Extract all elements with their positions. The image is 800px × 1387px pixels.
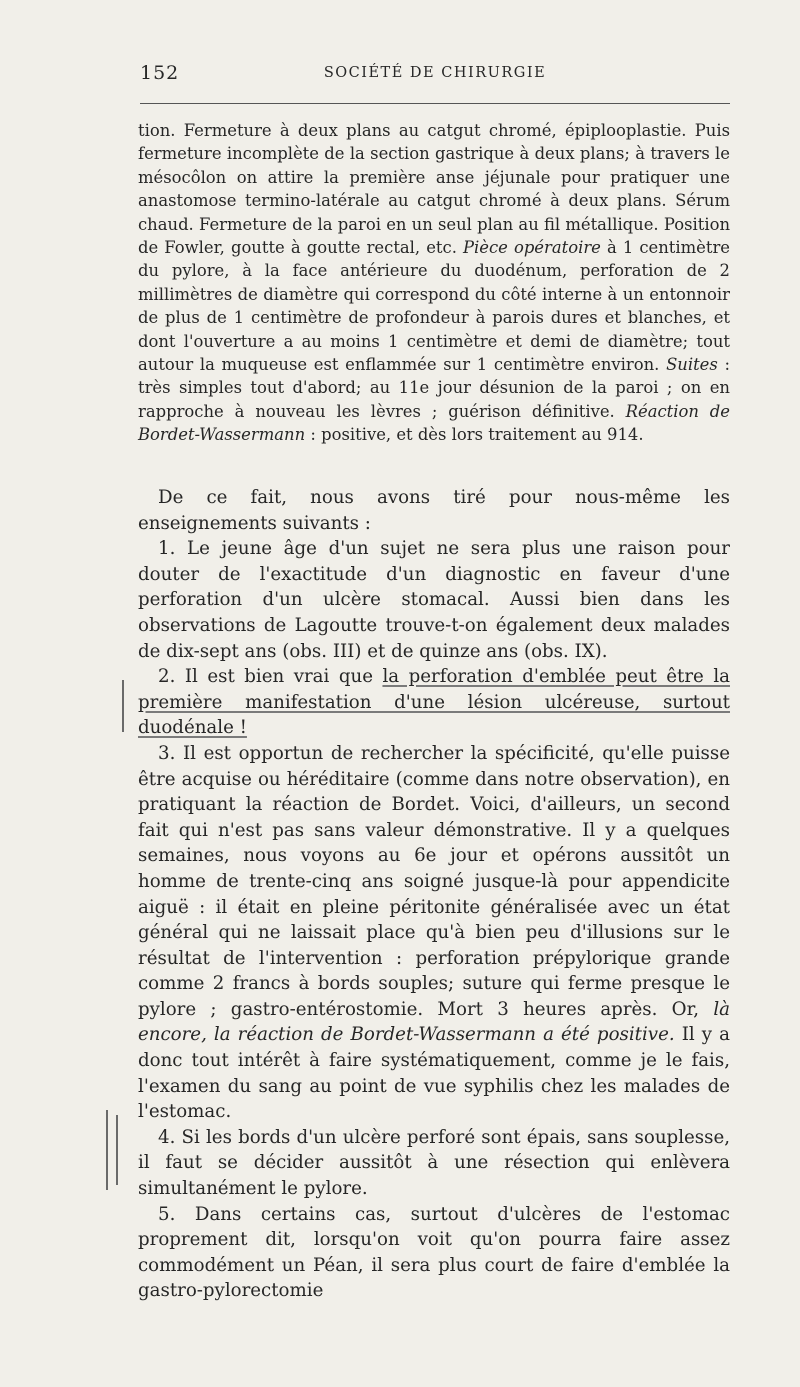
observation-text-3: : très simples tout d'abord; au 11e jour désunion de la paroi ; on en rapproche à nouveau les lèvres ; guérison définitive.	[138, 355, 730, 421]
point-1: 1. Le jeune âge d'un sujet ne sera plus une raison pour douter de l'exactitude d'un diagnostic en faveur d'une perforation d'un ulcère stomacal. Aussi bien dans les observations de Lagoutte trouve-t-on également deux malades de dix-sept ans (obs. III) et de quinze ans (obs. IX).	[138, 538, 730, 662]
point-2-start: 2. Il est bien vrai que	[158, 666, 383, 688]
conclusions-section	[138, 485, 730, 1304]
reaction-label: Réaction de Bordet-Wassermann	[138, 401, 731, 445]
point-3	[138, 741, 730, 1125]
point-3-text-1: 3. Il est opportun de rechercher la spécificité, qu'elle puisse être acquise ou héréditaire (comme dans notre observation), en pratiquant la réaction de Bordet. Voici, d'ailleurs, un second fait qui n'est pas sans valeur démonstrative. Il y a quelques semaines, nous voyons au 6e jour et opérons aussitôt un homme de trente-cinq ans soigné jusque-là pour appendicite aiguë : il était en pleine péritonite généralisée avec un état général qui ne laissait place qu'à bien peu d'illusions sur le résultat de l'intervention : perforation prépylorique grande comme 2 francs à bords souples; suture qui ferme presque le pylore ; gastro-entérostomie. Mort 3 heures après. Or,	[138, 742, 730, 1020]
observation-text-2: à 1 centimètre du pylore, à la face antérieure du duodénum, perforation de 2 millimètres de diamètre qui correspond du côté interne à un entonnoir de plus de 1 centimètre de profondeur à parois dures et blanches, et dont l'ouverture a au moins 1 centimètre et demi de diamètre; tout autour la muqueuse est enflammée sur 1 centimètre environ.	[138, 238, 730, 375]
running-title: SOCIÉTÉ DE CHIRURGIE	[323, 65, 547, 81]
header-rule	[140, 103, 730, 104]
intro-paragraph: De ce fait, nous avons tiré pour nous-même les enseignements suivants :	[138, 487, 730, 534]
suites-label: Suites	[666, 355, 718, 375]
point-2	[138, 664, 730, 741]
observation-text-1: tion. Fermeture à deux plans au catgut chromé, épiplooplastie. Puis fermeture incomplète de la section gastrique à deux plans; à travers le mésocôlon on attire la première anse jéjunale pour pratiquer une anastomose termino-latérale au catgut chromé à deux plans. Sérum chaud. Fermeture de la paroi en un seul plan au fil métallique. Position de Fowler, goutte à goutte rectal, etc.	[138, 121, 730, 258]
page-number: 152	[140, 62, 180, 84]
observation-text-4: : positive, et dès lors traitement au 914.	[305, 425, 644, 445]
point-3-italic: là encore, la réaction de Bordet-Wassermann a été positive.	[138, 998, 730, 1046]
point-2-underlined: la perforation d'emblée peut être la première manifestation d'une lésion ulcéreuse, surtout duodénale !	[138, 666, 730, 739]
pencil-margin-mark-2	[106, 1110, 108, 1190]
observation-paragraph	[138, 119, 730, 447]
point-3-text-2: Il y a donc tout intérêt à faire systématiquement, comme je le fais, l'examen du sang au point de vue syphilis chez les malades de l'estomac.	[138, 1024, 730, 1123]
pencil-margin-mark-1	[122, 680, 124, 732]
page-header	[140, 62, 730, 90]
pencil-margin-mark-3	[116, 1115, 118, 1185]
point-5: 5. Dans certains cas, surtout d'ulcères de l'estomac proprement dit, lorsqu'on voit qu'on pourra faire assez commodément un Péan, il sera plus court de faire d'emblée la gastro-pylorectomie	[138, 1203, 730, 1302]
point-4: 4. Si les bords d'un ulcère perforé sont épais, sans souplesse, il faut se décider aussitôt à une résection qui enlèvera simultanément le pylore.	[138, 1126, 730, 1200]
piece-operatoire-label: Pièce opératoire	[463, 238, 601, 258]
